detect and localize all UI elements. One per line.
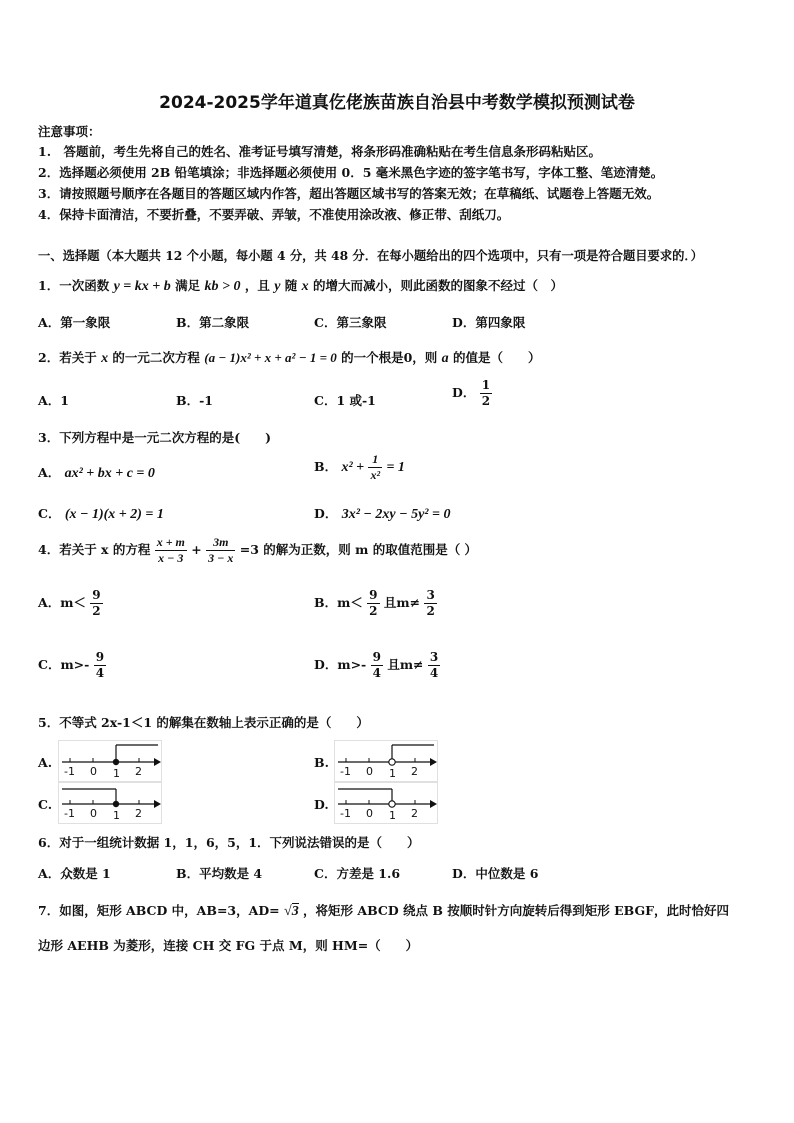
q4-text-1: 4．若关于 x 的方程 (38, 542, 151, 557)
notice-item-3: 3．请按照题号顺序在各题目的答题区域内作答，超出答题区域书写的答案无效；在草稿纸、试题卷上答题无效。 (38, 186, 660, 201)
q4-option-d-label: D．m>- (314, 657, 367, 672)
q4-option-a-fraction (90, 588, 102, 619)
q5-d-tick-0: 0 (366, 807, 373, 820)
numerator: 3 (426, 588, 435, 602)
question-7-stem-line-2: 边形 AEHB 为菱形，连接 CH 交 FG 于点 M，则 HM=（ ） (38, 938, 419, 953)
q5-option-b-label: B. (314, 755, 329, 770)
denominator: 2 (481, 394, 491, 408)
q2-text-1: 2．若关于 (38, 350, 97, 365)
q1-text-1: 1．一次函数 (38, 278, 110, 293)
denominator: x² (370, 468, 381, 482)
q1-text-4: 随 (284, 278, 298, 293)
q1-text-2: 满足 (175, 278, 201, 293)
q5-c-tick--1: -1 (64, 807, 75, 820)
q3-option-c (38, 504, 164, 523)
notice-heading: 注意事项： (38, 124, 101, 139)
q2-text-4: 的值是（ ） (453, 350, 541, 365)
notice-item-4: 4．保持卡面清洁，不要折叠，不要弄破、弄皱，不准使用涂改液、修正带、刮纸刀。 (38, 207, 510, 222)
q2-option-c: C．1 或-1 (314, 393, 376, 408)
q1-formula-1: y = kx + b (113, 279, 171, 294)
q5-c-tick-1: 1 (113, 809, 120, 822)
q5-option-a-label: A. (38, 755, 53, 770)
q5-a-tick--1: -1 (64, 765, 75, 778)
q2-option-b: B．-1 (176, 393, 213, 408)
question-5-stem: 5．不等式 2x-1＜1 的解集在数轴上表示正确的是（ ） (38, 715, 369, 730)
q4-option-a-label: A．m＜ (38, 595, 86, 610)
numerator: 9 (372, 650, 381, 664)
q4-option-d-fraction-1 (371, 650, 383, 681)
denominator: 4 (372, 666, 381, 680)
q4-option-a (38, 588, 103, 619)
numerator: 3 (429, 650, 439, 664)
denominator: 4 (429, 666, 439, 680)
q3-option-a-label: A． (38, 465, 61, 480)
q1-var-y: y (274, 279, 281, 294)
q4-option-b-mid: 且m≠ (383, 595, 421, 610)
denominator: x − 3 (158, 551, 184, 565)
q5-c-tick-2: 2 (135, 807, 142, 820)
q7-sqrt: √3 (284, 904, 299, 919)
q1-option-c: C．第三象限 (314, 315, 387, 330)
q3-option-d (314, 504, 450, 523)
q6-option-c: C．方差是 1.6 (314, 866, 401, 881)
question-1-stem (38, 276, 563, 295)
q4-option-d-mid: 且m≠ (387, 657, 424, 672)
q3-option-c-label: C． (38, 506, 61, 521)
q5-a-tick-1: 1 (113, 767, 120, 780)
q6-option-a: A．众数是 1 (38, 866, 111, 881)
q4-option-b-label: B．m＜ (314, 595, 363, 610)
q3-option-c-formula: (x − 1)(x + 2) = 1 (64, 507, 164, 522)
q2-formula: (a − 1)x² + x + a² − 1 = 0 (204, 350, 337, 365)
q4-option-c-label: C．m>- (38, 657, 90, 672)
denominator: 4 (95, 666, 105, 680)
q1-option-b: B．第二象限 (176, 315, 250, 330)
question-3-stem: 3．下列方程中是一元二次方程的是( ) (38, 430, 272, 445)
q7-text-1: 7．如图，矩形 ABCD 中，AB=3，AD= (38, 903, 280, 918)
q1-text-5: 的增大而减小，则此函数的图象不经过（ ） (313, 278, 564, 293)
q5-c-tick-0: 0 (90, 807, 97, 820)
q4-option-c-fraction (94, 650, 106, 681)
numerator: 9 (95, 650, 105, 664)
q4-fraction-2 (206, 535, 235, 566)
q5-option-d-label: D. (314, 797, 329, 812)
q2-text-3: 的一个根是0，则 (341, 350, 438, 365)
q1-option-a: A．第一象限 (38, 315, 111, 330)
q4-plus: + (191, 542, 202, 557)
q4-option-d (314, 650, 440, 681)
q5-b-tick-0: 0 (366, 765, 373, 778)
q5-d-tick-1: 1 (389, 809, 396, 822)
q1-text-3: ，且 (244, 278, 270, 293)
q5-b-tick--1: -1 (340, 765, 351, 778)
q7-sqrt-radicand: 3 (291, 904, 299, 919)
q2-text-2: 的一元二次方程 (112, 350, 200, 365)
q5-a-tick-2: 2 (135, 765, 142, 778)
q2-option-d (452, 378, 492, 409)
notice-item-1: 1. 答题前，考生先将自己的姓名、准考证号填写清楚，将条形码准确粘贴在考生信息条形码粘贴区。 (38, 144, 602, 159)
q7-text-2: ，将矩形 ABCD 绕点 B 按顺时针方向旋转后得到矩形 EBGF，此时恰好四 (303, 903, 730, 918)
q4-text-2: =3 的解为正数，则 m 的取值范围是（ ） (239, 542, 478, 557)
q3-option-a (38, 463, 155, 482)
q4-fraction-1 (155, 535, 187, 566)
q2-option-d-label: D． (452, 385, 476, 400)
q5-b-tick-2: 2 (411, 765, 418, 778)
q4-option-b (314, 588, 437, 619)
q2-var-a: a (441, 351, 449, 366)
q1-option-d: D．第四象限 (452, 315, 526, 330)
numerator: 1 (481, 378, 491, 392)
q5-b-tick-1: 1 (389, 767, 396, 780)
denominator: 2 (92, 604, 101, 618)
q6-option-b: B．平均数是 4 (176, 866, 263, 881)
q3-option-b-label: B． (314, 459, 338, 474)
notice-item-2: 2．选择题必须使用 2B 铅笔填涂；非选择题必须使用 0．5 毫米黑色字迹的签字笔书写，字体工整、笔迹清楚。 (38, 165, 664, 180)
q3-option-b-fraction (368, 452, 382, 483)
q2-option-a: A．1 (38, 393, 69, 408)
numerator: 1 (368, 452, 382, 468)
q4-option-b-fraction-1 (367, 588, 379, 619)
q6-option-d: D．中位数是 6 (452, 866, 539, 881)
denominator: 2 (426, 604, 435, 618)
q4-option-c (38, 650, 106, 681)
numerator: 3m (206, 535, 235, 551)
q2-var-x: x (101, 351, 109, 366)
denominator: 2 (369, 604, 378, 618)
question-2-stem (38, 348, 541, 367)
question-6-stem: 6．对于一组统计数据 1，1，6，5，1．下列说法错误的是（ ） (38, 835, 420, 850)
q3-option-b (314, 452, 405, 483)
q5-a-tick-0: 0 (90, 765, 97, 778)
denominator: 3 − x (208, 551, 234, 565)
page-title: 2024-2025学年道真仡佬族苗族自治县中考数学模拟预测试卷 (159, 93, 635, 113)
q4-option-b-fraction-2 (424, 588, 436, 619)
q1-var-x: x (301, 279, 309, 294)
q5-option-c-label: C. (38, 797, 53, 812)
q1-formula-2: kb > 0 (204, 279, 241, 294)
q3-option-d-formula: 3x² − 2xy − 5y² = 0 (341, 507, 451, 522)
q3-option-b-formula-1: x² + (341, 460, 365, 475)
q3-option-d-label: D． (314, 506, 338, 521)
q3-option-a-formula: ax² + bx + c = 0 (64, 466, 155, 481)
numerator: 9 (369, 588, 378, 602)
numerator: 9 (92, 588, 101, 602)
q5-d-tick-2: 2 (411, 807, 418, 820)
q5-d-tick--1: -1 (340, 807, 351, 820)
q4-option-d-fraction-2 (428, 650, 440, 681)
q3-option-b-formula-2: = 1 (386, 460, 405, 475)
numerator: x + m (156, 535, 185, 549)
section-heading: 一、选择题（本大题共 12 个小题，每小题 4 分，共 48 分．在每小题给出的四个选项中，只有一项是符合题目要求的．） (38, 248, 703, 263)
q2-option-d-fraction (480, 378, 492, 409)
question-7-stem-line-1 (38, 901, 729, 920)
question-4-stem (38, 535, 477, 566)
